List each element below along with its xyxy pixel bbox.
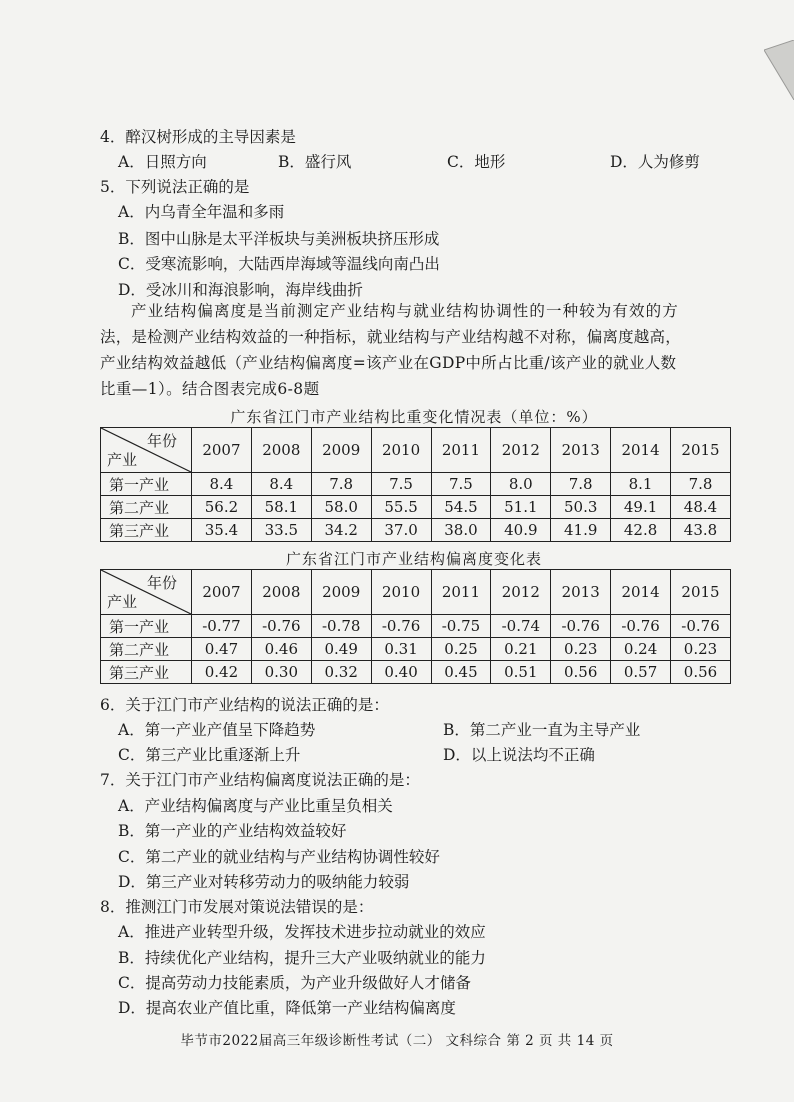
table1-row-label: 第三产业 xyxy=(101,519,192,542)
table2-cell: -0.78 xyxy=(311,615,371,638)
table-row xyxy=(101,519,731,542)
industry-share-table xyxy=(100,427,731,542)
table1-cell: 7.8 xyxy=(671,473,731,496)
table1-year-header: 2010 xyxy=(371,428,431,473)
q8-option-d: D．提高农业产值比重，降低第一产业结构偏离度 xyxy=(118,999,456,1017)
table1-cell: 33.5 xyxy=(251,519,311,542)
table2-year-header: 2014 xyxy=(611,570,671,615)
table2-corner-industry-label: 产业 xyxy=(107,593,138,611)
table2-year-header: 2015 xyxy=(671,570,731,615)
table-row xyxy=(101,496,731,519)
table1-cell: 38.0 xyxy=(431,519,491,542)
passage-line-4: 比重—1）。结合图表完成6-8题 xyxy=(100,380,320,398)
table2-cell: 0.56 xyxy=(671,661,731,684)
table1-corner-year-label: 年份 xyxy=(146,432,177,450)
table2-year-header: 2010 xyxy=(371,570,431,615)
table1-cell: 55.5 xyxy=(371,496,431,519)
table2-cell: 0.23 xyxy=(671,638,731,661)
table1-cell: 42.8 xyxy=(611,519,671,542)
table2-year-header: 2007 xyxy=(192,570,252,615)
table1-cell: 7.8 xyxy=(311,473,371,496)
table2-cell: 0.56 xyxy=(551,661,611,684)
question-8-stem: 8．推测江门市发展对策说法错误的是： xyxy=(100,898,374,916)
table1-row-label: 第二产业 xyxy=(101,496,192,519)
table1-cell: 8.4 xyxy=(192,473,252,496)
passage-line-1: 产业结构偏离度是当前测定产业结构与就业结构协调性的一种较为有效的方 xyxy=(131,302,679,320)
table-row xyxy=(101,638,731,661)
q7-option-a: A．产业结构偏离度与产业比重呈负相关 xyxy=(118,797,393,815)
table1-year-header: 2008 xyxy=(251,428,311,473)
question-6-stem: 6．关于江门市产业结构的说法正确的是： xyxy=(100,696,389,714)
table2-row-label: 第一产业 xyxy=(101,615,192,638)
q7-option-d: D．第三产业对转移劳动力的吸纳能力较弱 xyxy=(118,873,410,891)
q7-option-b: B．第一产业的产业结构效益较好 xyxy=(118,822,347,840)
table2-year-header: 2012 xyxy=(491,570,551,615)
table-row xyxy=(101,473,731,496)
table2-cell: 0.23 xyxy=(551,638,611,661)
table1-cell: 8.1 xyxy=(611,473,671,496)
table2-row-label: 第三产业 xyxy=(101,661,192,684)
table1-cell: 48.4 xyxy=(671,496,731,519)
table1-cell: 35.4 xyxy=(192,519,252,542)
table1-year-header: 2014 xyxy=(611,428,671,473)
passage xyxy=(100,298,728,402)
q6-option-c: C．第三产业比重逐渐上升 xyxy=(118,746,301,764)
table-row xyxy=(101,661,731,684)
table2-cell: -0.76 xyxy=(551,615,611,638)
table2-cell: 0.21 xyxy=(491,638,551,661)
page-footer: 毕节市2022届高三年级诊断性考试（二） 文科综合 第 2 页 共 14 页 xyxy=(180,1033,614,1049)
table2-cell: 0.24 xyxy=(611,638,671,661)
table2-cell: -0.75 xyxy=(431,615,491,638)
table1-cell: 49.1 xyxy=(611,496,671,519)
table2-row-label: 第二产业 xyxy=(101,638,192,661)
table1-cell: 50.3 xyxy=(551,496,611,519)
q5-option-a: A．内乌青全年温和多雨 xyxy=(118,203,285,221)
table1-cell: 41.9 xyxy=(551,519,611,542)
table2-cell: 0.45 xyxy=(431,661,491,684)
table2-cell: 0.47 xyxy=(192,638,252,661)
q4-option-b: B．盛行风 xyxy=(278,153,352,171)
table2-cell: -0.76 xyxy=(371,615,431,638)
table1-cell: 34.2 xyxy=(311,519,371,542)
q6-option-d: D．以上说法均不正确 xyxy=(443,746,595,764)
table1-corner-cell xyxy=(101,428,192,473)
table1-corner-industry-label: 产业 xyxy=(107,451,138,469)
q5-option-b: B．图中山脉是太平洋板块与美洲板块挤压形成 xyxy=(118,230,440,248)
table1-cell: 8.0 xyxy=(491,473,551,496)
table2-cell: -0.76 xyxy=(671,615,731,638)
question-4-stem: 4．醉汉树形成的主导因素是 xyxy=(100,128,296,146)
passage-line-2: 法，是检测产业结构效益的一种指标，就业结构与产业结构越不对称，偏离度越高， xyxy=(100,328,681,346)
q8-option-b: B．持续优化产业结构，提升三大产业吸纳就业的能力 xyxy=(118,949,486,967)
table1-cell: 7.8 xyxy=(551,473,611,496)
table2-cell: -0.74 xyxy=(491,615,551,638)
table1-cell: 51.1 xyxy=(491,496,551,519)
q4-option-d: D．人为修剪 xyxy=(610,153,700,171)
table2-cell: 0.31 xyxy=(371,638,431,661)
table1-cell: 37.0 xyxy=(371,519,431,542)
table1-caption: 广东省江门市产业结构比重变化情况表（单位：%） xyxy=(230,408,598,426)
q8-option-a: A．推进产业转型升级，发挥技术进步拉动就业的效应 xyxy=(118,923,486,941)
table1-cell: 40.9 xyxy=(491,519,551,542)
table2-corner-cell xyxy=(101,570,192,615)
table2-cell: 0.46 xyxy=(251,638,311,661)
table2-cell: -0.77 xyxy=(192,615,252,638)
table1-cell: 58.0 xyxy=(311,496,371,519)
table2-cell: 0.42 xyxy=(192,661,252,684)
table1-year-header: 2011 xyxy=(431,428,491,473)
table1-cell: 56.2 xyxy=(192,496,252,519)
table2-cell: 0.25 xyxy=(431,638,491,661)
table2-cell: 0.49 xyxy=(311,638,371,661)
table2-cell: -0.76 xyxy=(611,615,671,638)
question-5-stem: 5．下列说法正确的是 xyxy=(100,178,250,196)
table1-year-header: 2015 xyxy=(671,428,731,473)
q4-option-a: A．日照方向 xyxy=(118,153,207,171)
table2-year-header: 2008 xyxy=(251,570,311,615)
table2-cell: 0.32 xyxy=(311,661,371,684)
q7-option-c: C．第二产业的就业结构与产业结构协调性较好 xyxy=(118,848,440,866)
q5-option-c: C．受寒流影响，大陆西岸海域等温线向南凸出 xyxy=(118,255,440,273)
table1-cell: 58.1 xyxy=(251,496,311,519)
table1-cell: 43.8 xyxy=(671,519,731,542)
table2-caption: 广东省江门市产业结构偏离度变化表 xyxy=(285,550,542,568)
passage-line-3: 产业结构效益越低（产业结构偏离度=该产业在GDP中所占比重/该产业的就业人数 xyxy=(100,354,677,372)
table1-cell: 8.4 xyxy=(251,473,311,496)
table2-cell: 0.40 xyxy=(371,661,431,684)
table1-cell: 54.5 xyxy=(431,496,491,519)
table1-year-header: 2013 xyxy=(551,428,611,473)
q5-option-d: D．受冰川和海浪影响，海岸线曲折 xyxy=(118,281,363,299)
table2-year-header: 2009 xyxy=(311,570,371,615)
table1-row-label: 第一产业 xyxy=(101,473,192,496)
table2-year-header: 2013 xyxy=(551,570,611,615)
q8-option-c: C．提高劳动力技能素质，为产业升级做好人才储备 xyxy=(118,974,471,992)
table1-year-header: 2009 xyxy=(311,428,371,473)
table2-cell: 0.51 xyxy=(491,661,551,684)
table2-year-header: 2011 xyxy=(431,570,491,615)
table2-cell: 0.57 xyxy=(611,661,671,684)
table1-year-header: 2012 xyxy=(491,428,551,473)
table2-corner-year-label: 年份 xyxy=(146,574,177,592)
question-7-stem: 7．关于江门市产业结构偏离度说法正确的是： xyxy=(100,771,420,789)
table2-cell: 0.30 xyxy=(251,661,311,684)
q6-option-a: A．第一产业产值呈下降趋势 xyxy=(118,721,316,739)
table1-cell: 7.5 xyxy=(371,473,431,496)
table1-year-header: 2007 xyxy=(192,428,252,473)
q4-option-c: C．地形 xyxy=(447,153,506,171)
table1-cell: 7.5 xyxy=(431,473,491,496)
page-fold-decoration xyxy=(764,40,794,100)
industry-deviation-table xyxy=(100,569,731,684)
q6-option-b: B．第二产业一直为主导产业 xyxy=(443,721,641,739)
table2-cell: -0.76 xyxy=(251,615,311,638)
table-row xyxy=(101,615,731,638)
